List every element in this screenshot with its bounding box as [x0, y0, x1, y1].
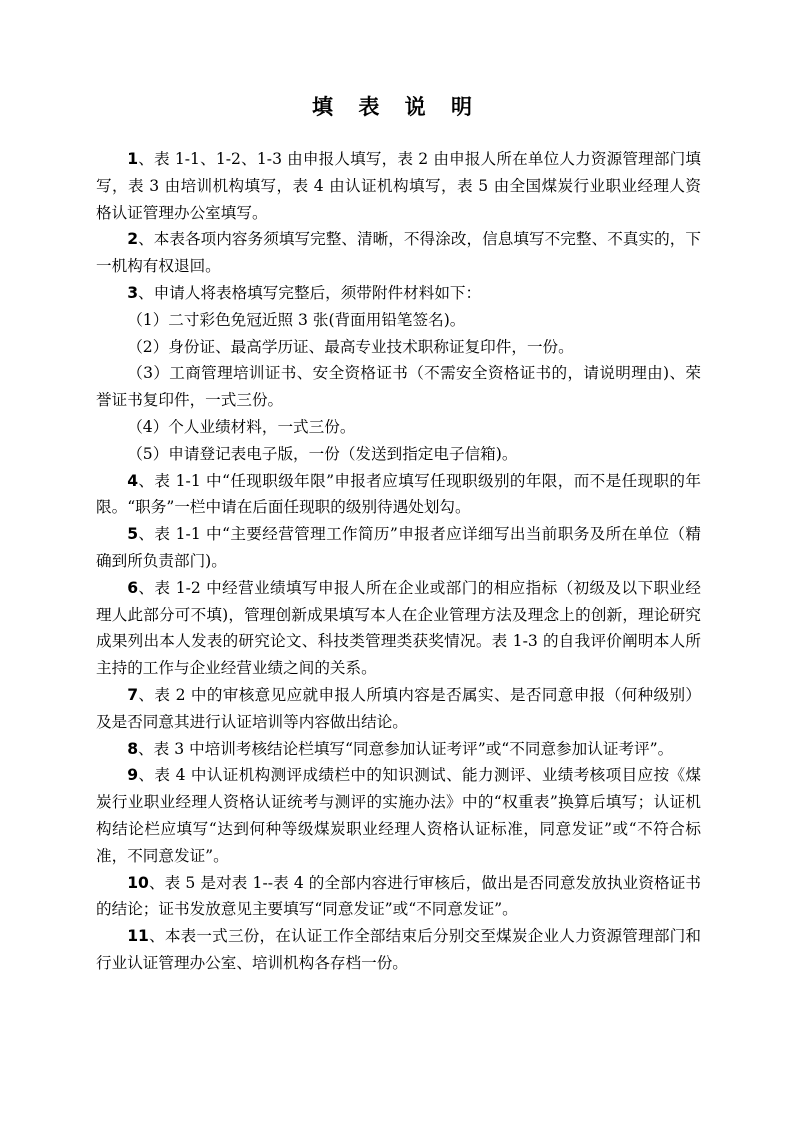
- paragraph-text: （2）身份证、最高学历证、最高专业技术职称证复印件，一份。: [127, 337, 574, 356]
- paragraph-number: 4: [127, 471, 139, 490]
- paragraph-text: （3）工商管理培训证书、安全资格证书（不需安全资格证书的，请说明理由)、荣誉证书复印件，一式三份。: [96, 364, 701, 410]
- paragraph-number: 11: [127, 927, 149, 946]
- paragraph-text: 、表 3 中培训考核结论栏填写“同意参加认证考评”或“不同意参加认证考评”。: [138, 739, 674, 758]
- attachment-item-3: [96, 360, 701, 414]
- paragraph-6: [96, 575, 701, 682]
- paragraph-9: [96, 762, 701, 869]
- paragraph-3: [96, 280, 701, 307]
- paragraph-number: 5: [127, 525, 139, 544]
- paragraph-5: [96, 521, 701, 575]
- instructions-body: [96, 146, 701, 977]
- paragraph-text: 、表 5 是对表 1--表 4 的全部内容进行审核后，做出是否同意发放执业资格证书的结论；证书发放意见主要填写“同意发证”或“不同意发证”。: [96, 873, 701, 919]
- paragraph-text: （5）申请登记表电子版，一份（发送到指定电子信箱)。: [127, 444, 518, 463]
- paragraph-text: 、表 1-2 中经营业绩填写申报人所在企业或部门的相应指标（初级及以下职业经理人此部分可不填)，管理创新成果填写本人在企业管理方法及理念上的创新，理论研究成果列出本人发表的研究论文、科技类管理类获奖情况。表 1-3 的自我评价阐明本人所主持的工作与企业经营业绩之间的关系。: [96, 578, 701, 678]
- paragraph-number: 8: [127, 739, 139, 758]
- paragraph-text: 、表 1-1、1-2、1-3 由申报人填写，表 2 由申报人所在单位人力资源管理部门填写，表 3 由培训机构填写，表 4 由认证机构填写，表 5 由全国煤炭行业职业经理人资格认证管理办公室填写。: [96, 150, 701, 222]
- paragraph-text: 、表 2 中的审核意见应就申报人所填内容是否属实、是否同意申报（何种级别）及是否同意其进行认证培训等内容做出结论。: [96, 685, 701, 731]
- paragraph-2: [96, 226, 701, 280]
- paragraph-text: 、申请人将表格填写完整后，须带附件材料如下：: [138, 283, 482, 302]
- page-title: 填 表 说 明: [312, 95, 481, 119]
- attachment-item-4: [96, 414, 701, 441]
- paragraph-1: [96, 146, 701, 226]
- paragraph-4: [96, 468, 701, 522]
- paragraph-number: 6: [127, 578, 139, 597]
- paragraph-7: [96, 682, 701, 736]
- paragraph-number: 2: [127, 230, 139, 249]
- paragraph-8: [96, 736, 701, 763]
- paragraph-text: 、本表各项内容务须填写完整、清晰，不得涂改，信息填写不完整、不真实的，下一机构有权退回。: [96, 230, 701, 276]
- paragraph-11: [96, 923, 701, 977]
- paragraph-text: 、表 1-1 中“主要经营管理工作简历”申报者应详细写出当前职务及所在单位（精确到所负责部门)。: [96, 525, 701, 570]
- paragraph-text: （1）二寸彩色免冠近照 3 张(背面用铅笔签名)。: [127, 310, 466, 329]
- attachment-item-2: [96, 334, 701, 361]
- paragraph-text: 、本表一式三份，在认证工作全部结束后分别交至煤炭企业人力资源管理部门和行业认证管理办公室、培训机构各存档一份。: [96, 927, 701, 972]
- attachment-item-5: [96, 441, 701, 468]
- paragraph-text: （4）个人业绩材料，一式三份。: [127, 417, 356, 436]
- paragraph-number: 3: [127, 283, 139, 302]
- paragraph-text: 、表 1-1 中“任现职级年限”申报者应填写任现职级别的年限，而不是任现职的年限。“职务”一栏中请在后面任现职的级别待遇处划勾。: [96, 471, 701, 517]
- paragraph-number: 7: [127, 685, 139, 704]
- paragraph-number: 9: [127, 766, 139, 785]
- attachment-item-1: [96, 307, 701, 334]
- paragraph-text: 、表 4 中认证机构测评成绩栏中的知识测试、能力测评、业绩考核项目应按《煤炭行业职业经理人资格认证统考与测评的实施办法》中的“权重表”换算后填写；认证机构结论栏应填写“达到何种等级煤炭职业经理人资格认证标准，同意发证”或“不符合标准，不同意发证”。: [96, 766, 701, 865]
- paragraph-10: [96, 870, 701, 924]
- paragraph-number: 1: [127, 150, 139, 168]
- paragraph-number: 10: [127, 873, 149, 892]
